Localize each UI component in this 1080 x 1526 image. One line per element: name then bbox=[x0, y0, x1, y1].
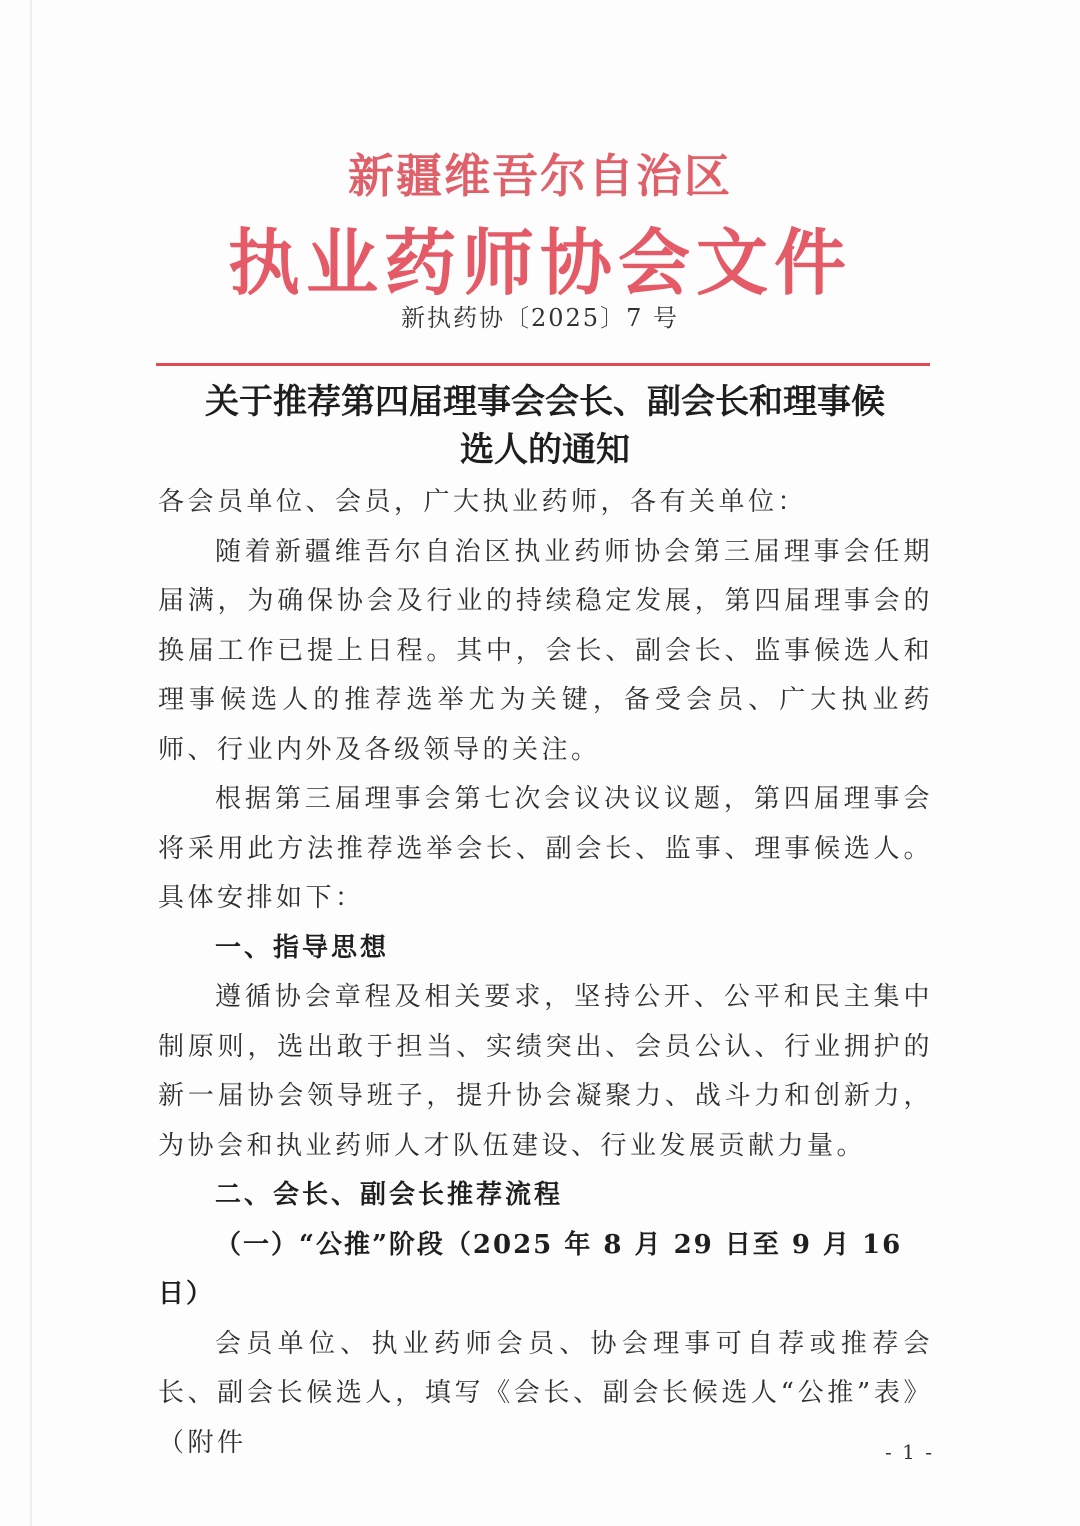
subsection-heading-public-recommendation: （一）“公推”阶段（2025 年 8 月 29 日至 9 月 16 日） bbox=[158, 1229, 903, 1309]
document-number: 新执药协〔2025〕7 号 bbox=[401, 304, 679, 332]
page-number: - 1 - bbox=[885, 1440, 934, 1464]
salutation: 各会员单位、会员，广大执业药师，各有关单位： bbox=[158, 487, 808, 517]
document-title bbox=[150, 378, 940, 474]
red-separator-line bbox=[156, 363, 930, 366]
paragraph-guiding-principle: 遵循协会章程及相关要求，坚持公开、公平和民主集中制原则，选出敢于担当、实绩突出、会员公认、行业拥护的新一届协会领导班子，提升协会凝聚力、战斗力和创新力，为协会和执业药师人才队伍建设、行业发展贡献力量。 bbox=[158, 982, 933, 1161]
document-title-line1: 关于推荐第四届理事会会长、副会长和理事候 bbox=[205, 382, 885, 422]
document-title-line2: 选人的通知 bbox=[460, 430, 630, 470]
paragraph-background: 随着新疆维吾尔自治区执业药师协会第三届理事会任期届满，为确保协会及行业的持续稳定发展，第四届理事会的换届工作已提上日程。其中，会长、副会长、监事候选人和理事候选人的推荐选举尤为关键，备受会员、广大执业药师、行业内外及各级领导的关注。 bbox=[158, 536, 933, 765]
issuer-region: 新疆维吾尔自治区 bbox=[348, 149, 732, 203]
paragraph-basis: 根据第三届理事会第七次会议决议议题，第四届理事会将采用此方法推荐选举会长、副会长、监事、理事候选人。具体安排如下： bbox=[158, 784, 933, 913]
document-body bbox=[158, 478, 933, 1468]
paragraph-public-recommendation: 会员单位、执业药师会员、协会理事可自荐或推荐会长、副会长候选人，填写《会长、副会长候选人“公推”表》（附件 bbox=[158, 1328, 933, 1458]
section-heading-guiding-principle: 一、指导思想 bbox=[215, 932, 390, 963]
section-heading-recommendation-process: 二、会长、副会长推荐流程 bbox=[215, 1180, 564, 1210]
issuer-document-heading: 执业药师协会文件 bbox=[227, 221, 852, 305]
